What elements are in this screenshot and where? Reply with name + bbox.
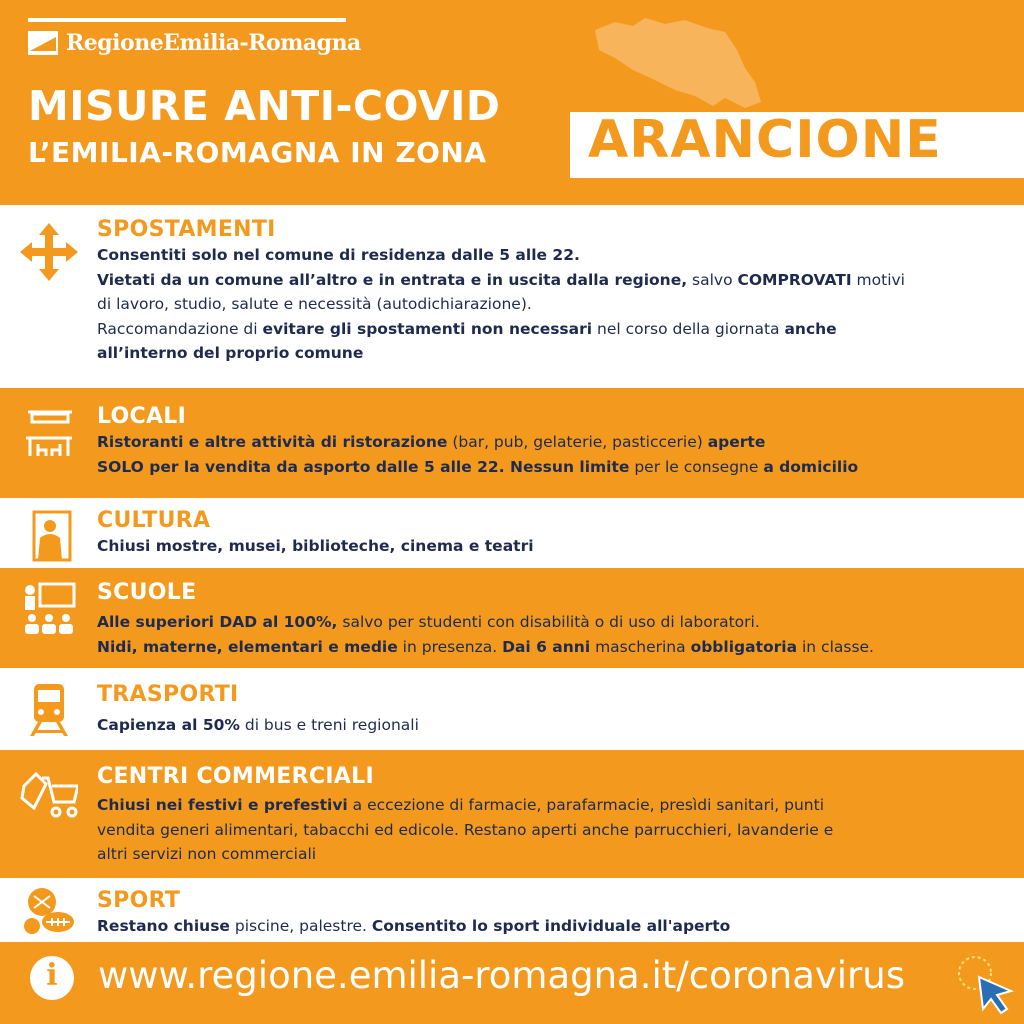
section-title: CULTURA <box>97 508 211 533</box>
section-locali <box>0 388 1024 498</box>
train-icon <box>20 680 78 738</box>
regione-logo-icon <box>28 31 58 55</box>
section-trasporti <box>0 668 1024 750</box>
classroom-icon <box>20 580 78 638</box>
region-map-icon <box>585 10 775 115</box>
section-text: Alle superiori DAD al 100%, salvo per studenti con disabilità o di uso di laboratori. Nidi, materne, elementari e medie in presenza. Dai 6 anni mascherina obbligatoria in classe. <box>97 613 874 656</box>
regione-logo <box>28 30 361 56</box>
sub-title: L’EMILIA-ROMAGNA IN ZONA <box>28 136 487 169</box>
website-link[interactable]: www.regione.emilia-romagna.it/coronavirus <box>98 954 905 997</box>
section-title: CENTRI COMMERCIALI <box>97 764 374 789</box>
logo-rule <box>28 18 346 22</box>
zone-label: ARANCIONE <box>588 110 942 170</box>
section-text: Ristoranti e altre attività di ristorazione (bar, pub, gelaterie, pasticcerie) aperte SOLO per la vendita da asporto dalle 5 alle 22. Nessun limite per le consegne a domicilio <box>97 433 859 476</box>
section-text: Consentiti solo nel comune di residenza dalle 5 alle 22. Vietati da un comune all’altro e in entrata e in uscita dalla regione, salvo COMPROVATI motivi di lavoro, studio, salute e necessità (autodichiarazione). Raccomandazione di evitare gli spostamenti non necessari nel corso della giornata anche all’interno del proprio comune <box>97 246 905 362</box>
sport-balls-icon <box>20 882 78 940</box>
section-text: Restano chiuse piscine, palestre. Consentito lo sport individuale all'aperto <box>97 917 731 935</box>
move-arrows-icon <box>20 223 78 281</box>
section-cultura <box>0 498 1024 568</box>
shopping-cart-icon <box>20 764 78 822</box>
section-scuole <box>0 568 1024 668</box>
main-title: MISURE ANTI-COVID <box>28 82 501 130</box>
section-title: LOCALI <box>97 404 187 429</box>
section-centri-commerciali <box>0 750 1024 878</box>
info-icon: i <box>30 956 74 1000</box>
section-spostamenti <box>0 205 1024 388</box>
section-text: Chiusi mostre, musei, biblioteche, cinema e teatri <box>97 537 534 555</box>
section-title: SPORT <box>97 888 181 913</box>
restaurant-icon <box>20 408 78 466</box>
cursor-pointer-icon <box>955 953 1017 1015</box>
museum-visitor-icon <box>20 506 78 564</box>
section-sport <box>0 878 1024 942</box>
section-title: TRASPORTI <box>97 682 239 707</box>
section-title: SPOSTAMENTI <box>97 217 276 242</box>
logo-text: RegioneEmilia-Romagna <box>66 30 361 56</box>
section-text: Capienza al 50% di bus e treni regionali <box>97 716 419 734</box>
section-text: Chiusi nei festivi e prefestivi a eccezione di farmacie, parafarmacie, presìdi sanitari, punti vendita generi alimentari, tabacchi ed edicole. Restano aperti anche parrucchieri, lavanderie e altri servizi non commerciali <box>97 796 834 863</box>
zone-badge <box>570 112 1024 178</box>
section-title: SCUOLE <box>97 580 197 605</box>
